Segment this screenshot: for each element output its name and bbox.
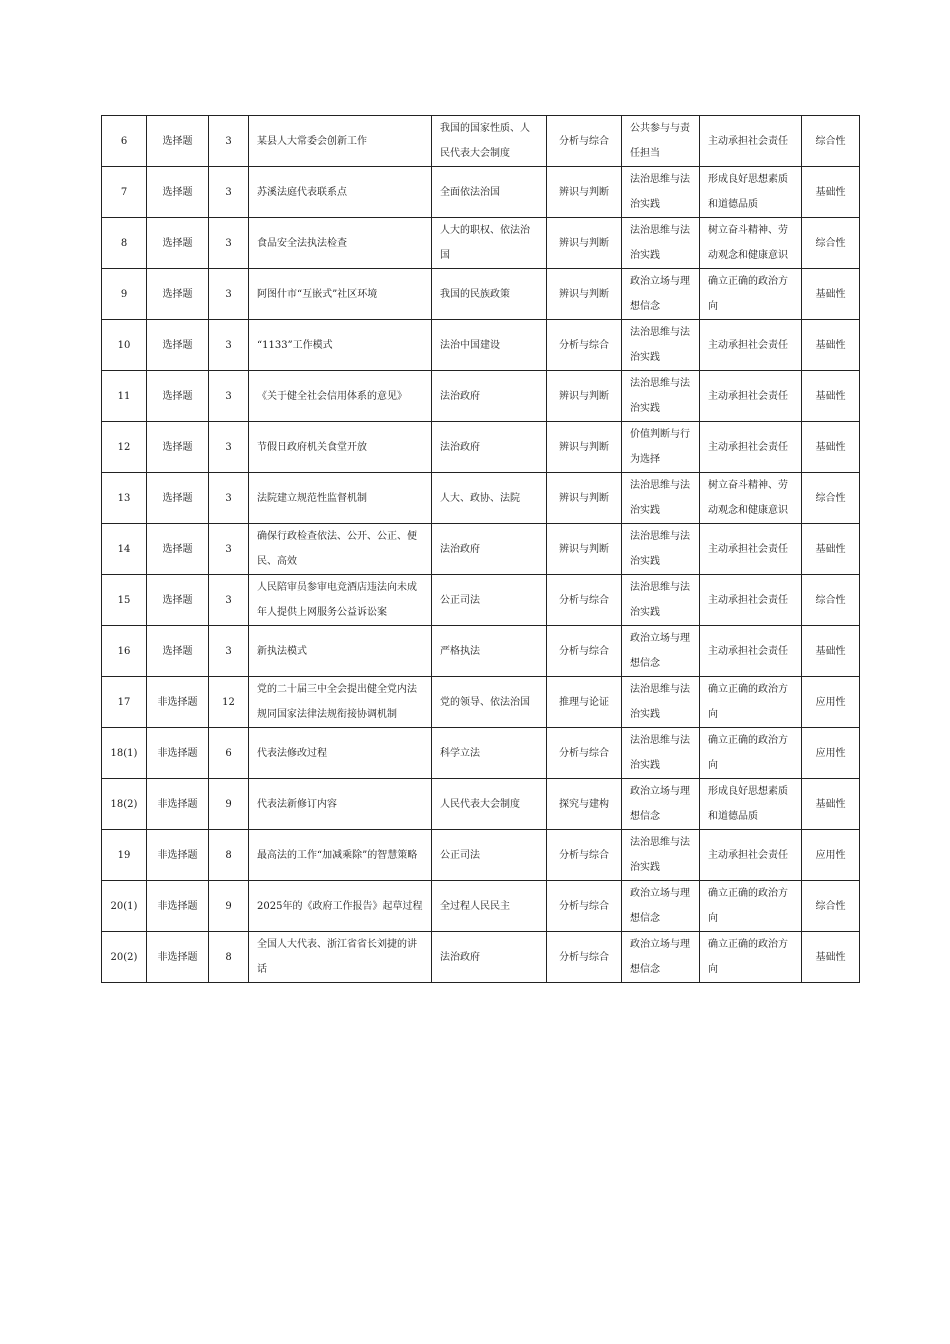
question-number-cell: 6 [102,116,147,167]
difficulty-level-cell: 基础性 [802,524,860,575]
question-number-cell: 15 [102,575,147,626]
ability-cell: 辨识与判断 [547,218,622,269]
score-cell: 3 [209,626,249,677]
core-literacy-cell: 政治立场与理想信念 [622,626,700,677]
question-number-cell: 16 [102,626,147,677]
quality-goal-cell: 确立正确的政治方向 [700,932,802,983]
context-cell: 确保行政检查依法、公开、公正、便民、高效 [249,524,432,575]
question-type-cell: 选择题 [147,320,209,371]
question-type-cell: 选择题 [147,218,209,269]
context-cell: 代表法修改过程 [249,728,432,779]
quality-goal-cell: 主动承担社会责任 [700,116,802,167]
question-type-cell: 选择题 [147,626,209,677]
difficulty-level-cell: 应用性 [802,728,860,779]
difficulty-level-cell: 基础性 [802,422,860,473]
score-cell: 3 [209,269,249,320]
context-cell: 食品安全法执法检查 [249,218,432,269]
context-cell: 法院建立规范性监督机制 [249,473,432,524]
core-literacy-cell: 法治思维与法治实践 [622,473,700,524]
knowledge-point-cell: 公正司法 [432,830,547,881]
ability-cell: 辨识与判断 [547,269,622,320]
context-cell: 苏溪法庭代表联系点 [249,167,432,218]
table-row [102,728,860,779]
question-number-cell: 20(1) [102,881,147,932]
table-row [102,779,860,830]
ability-cell: 辨识与判断 [547,371,622,422]
quality-goal-cell: 树立奋斗精神、劳动观念和健康意识 [700,473,802,524]
question-number-cell: 10 [102,320,147,371]
quality-goal-cell: 主动承担社会责任 [700,575,802,626]
ability-cell: 分析与综合 [547,116,622,167]
core-literacy-cell: 法治思维与法治实践 [622,575,700,626]
question-number-cell: 11 [102,371,147,422]
question-type-cell: 选择题 [147,116,209,167]
ability-cell: 辨识与判断 [547,524,622,575]
difficulty-level-cell: 基础性 [802,269,860,320]
table-body [102,116,860,983]
ability-cell: 辨识与判断 [547,167,622,218]
context-cell: 代表法新修订内容 [249,779,432,830]
quality-goal-cell: 树立奋斗精神、劳动观念和健康意识 [700,218,802,269]
quality-goal-cell: 确立正确的政治方向 [700,269,802,320]
quality-goal-cell: 主动承担社会责任 [700,371,802,422]
core-literacy-cell: 政治立场与理想信念 [622,932,700,983]
table-row [102,218,860,269]
question-number-cell: 14 [102,524,147,575]
score-cell: 3 [209,167,249,218]
context-cell: 《关于健全社会信用体系的意见》 [249,371,432,422]
quality-goal-cell: 确立正确的政治方向 [700,677,802,728]
table-row [102,524,860,575]
ability-cell: 分析与综合 [547,830,622,881]
core-literacy-cell: 法治思维与法治实践 [622,167,700,218]
score-cell: 3 [209,575,249,626]
score-cell: 8 [209,932,249,983]
difficulty-level-cell: 基础性 [802,320,860,371]
knowledge-point-cell: 法治政府 [432,932,547,983]
context-cell: 新执法模式 [249,626,432,677]
difficulty-level-cell: 综合性 [802,575,860,626]
score-cell: 3 [209,218,249,269]
difficulty-level-cell: 基础性 [802,167,860,218]
quality-goal-cell: 主动承担社会责任 [700,524,802,575]
table-row [102,626,860,677]
knowledge-point-cell: 法治政府 [432,524,547,575]
difficulty-level-cell: 综合性 [802,473,860,524]
score-cell: 3 [209,422,249,473]
score-cell: 9 [209,881,249,932]
knowledge-point-cell: 严格执法 [432,626,547,677]
difficulty-level-cell: 基础性 [802,932,860,983]
ability-cell: 分析与综合 [547,932,622,983]
table-row [102,320,860,371]
quality-goal-cell: 确立正确的政治方向 [700,881,802,932]
ability-cell: 分析与综合 [547,881,622,932]
question-number-cell: 9 [102,269,147,320]
question-type-cell: 选择题 [147,473,209,524]
question-number-cell: 17 [102,677,147,728]
question-number-cell: 7 [102,167,147,218]
question-type-cell: 非选择题 [147,779,209,830]
score-cell: 3 [209,116,249,167]
score-cell: 3 [209,524,249,575]
difficulty-level-cell: 综合性 [802,881,860,932]
ability-cell: 分析与综合 [547,626,622,677]
table-row [102,677,860,728]
knowledge-point-cell: 人大的职权、依法治国 [432,218,547,269]
knowledge-point-cell: 人大、政协、法院 [432,473,547,524]
table-row [102,422,860,473]
core-literacy-cell: 法治思维与法治实践 [622,830,700,881]
score-cell: 3 [209,473,249,524]
knowledge-point-cell: 我国的国家性质、人民代表大会制度 [432,116,547,167]
core-literacy-cell: 法治思维与法治实践 [622,728,700,779]
context-cell: 阿图什市“互嵌式”社区环境 [249,269,432,320]
question-type-cell: 选择题 [147,524,209,575]
question-type-cell: 非选择题 [147,830,209,881]
question-number-cell: 13 [102,473,147,524]
core-literacy-cell: 法治思维与法治实践 [622,524,700,575]
question-type-cell: 选择题 [147,575,209,626]
context-cell: 某县人大常委会创新工作 [249,116,432,167]
question-spec-table [101,115,860,983]
question-type-cell: 非选择题 [147,677,209,728]
quality-goal-cell: 主动承担社会责任 [700,626,802,677]
knowledge-point-cell: 法治政府 [432,422,547,473]
context-cell: 2025年的《政府工作报告》起草过程 [249,881,432,932]
question-type-cell: 选择题 [147,371,209,422]
knowledge-point-cell: 法治中国建设 [432,320,547,371]
quality-goal-cell: 主动承担社会责任 [700,830,802,881]
knowledge-point-cell: 科学立法 [432,728,547,779]
ability-cell: 分析与综合 [547,320,622,371]
core-literacy-cell: 法治思维与法治实践 [622,677,700,728]
difficulty-level-cell: 应用性 [802,830,860,881]
context-cell: 全国人大代表、浙江省省长刘捷的讲话 [249,932,432,983]
table-row [102,167,860,218]
score-cell: 12 [209,677,249,728]
knowledge-point-cell: 全面依法治国 [432,167,547,218]
knowledge-point-cell: 公正司法 [432,575,547,626]
question-type-cell: 非选择题 [147,881,209,932]
ability-cell: 分析与综合 [547,728,622,779]
context-cell: 人民陪审员参审电竞酒店违法向未成年人提供上网服务公益诉讼案 [249,575,432,626]
context-cell: 节假日政府机关食堂开放 [249,422,432,473]
table-row [102,269,860,320]
question-type-cell: 非选择题 [147,932,209,983]
core-literacy-cell: 公共参与与责任担当 [622,116,700,167]
quality-goal-cell: 形成良好思想素质和道德品质 [700,167,802,218]
table-row [102,830,860,881]
difficulty-level-cell: 基础性 [802,626,860,677]
table-row [102,881,860,932]
ability-cell: 辨识与判断 [547,422,622,473]
score-cell: 3 [209,371,249,422]
table-row [102,371,860,422]
difficulty-level-cell: 应用性 [802,677,860,728]
core-literacy-cell: 法治思维与法治实践 [622,320,700,371]
question-type-cell: 非选择题 [147,728,209,779]
difficulty-level-cell: 基础性 [802,371,860,422]
ability-cell: 分析与综合 [547,575,622,626]
knowledge-point-cell: 全过程人民民主 [432,881,547,932]
core-literacy-cell: 价值判断与行为选择 [622,422,700,473]
question-type-cell: 选择题 [147,167,209,218]
core-literacy-cell: 法治思维与法治实践 [622,218,700,269]
table-row [102,473,860,524]
question-number-cell: 12 [102,422,147,473]
score-cell: 8 [209,830,249,881]
core-literacy-cell: 政治立场与理想信念 [622,779,700,830]
ability-cell: 探究与建构 [547,779,622,830]
core-literacy-cell: 政治立场与理想信念 [622,269,700,320]
core-literacy-cell: 政治立场与理想信念 [622,881,700,932]
context-cell: “1133”工作模式 [249,320,432,371]
question-number-cell: 18(1) [102,728,147,779]
score-cell: 6 [209,728,249,779]
score-cell: 9 [209,779,249,830]
quality-goal-cell: 形成良好思想素质和道德品质 [700,779,802,830]
context-cell: 党的二十届三中全会提出健全党内法规同国家法律法规衔接协调机制 [249,677,432,728]
knowledge-point-cell: 人民代表大会制度 [432,779,547,830]
core-literacy-cell: 法治思维与法治实践 [622,371,700,422]
quality-goal-cell: 确立正确的政治方向 [700,728,802,779]
quality-goal-cell: 主动承担社会责任 [700,422,802,473]
question-number-cell: 20(2) [102,932,147,983]
ability-cell: 推理与论证 [547,677,622,728]
score-cell: 3 [209,320,249,371]
question-type-cell: 选择题 [147,269,209,320]
question-type-cell: 选择题 [147,422,209,473]
table-row [102,575,860,626]
ability-cell: 辨识与判断 [547,473,622,524]
context-cell: 最高法的工作“加减乘除”的智慧策略 [249,830,432,881]
knowledge-point-cell: 党的领导、依法治国 [432,677,547,728]
difficulty-level-cell: 综合性 [802,116,860,167]
knowledge-point-cell: 法治政府 [432,371,547,422]
difficulty-level-cell: 综合性 [802,218,860,269]
quality-goal-cell: 主动承担社会责任 [700,320,802,371]
table-row [102,932,860,983]
difficulty-level-cell: 基础性 [802,779,860,830]
table-row [102,116,860,167]
question-number-cell: 19 [102,830,147,881]
knowledge-point-cell: 我国的民族政策 [432,269,547,320]
question-number-cell: 8 [102,218,147,269]
question-number-cell: 18(2) [102,779,147,830]
